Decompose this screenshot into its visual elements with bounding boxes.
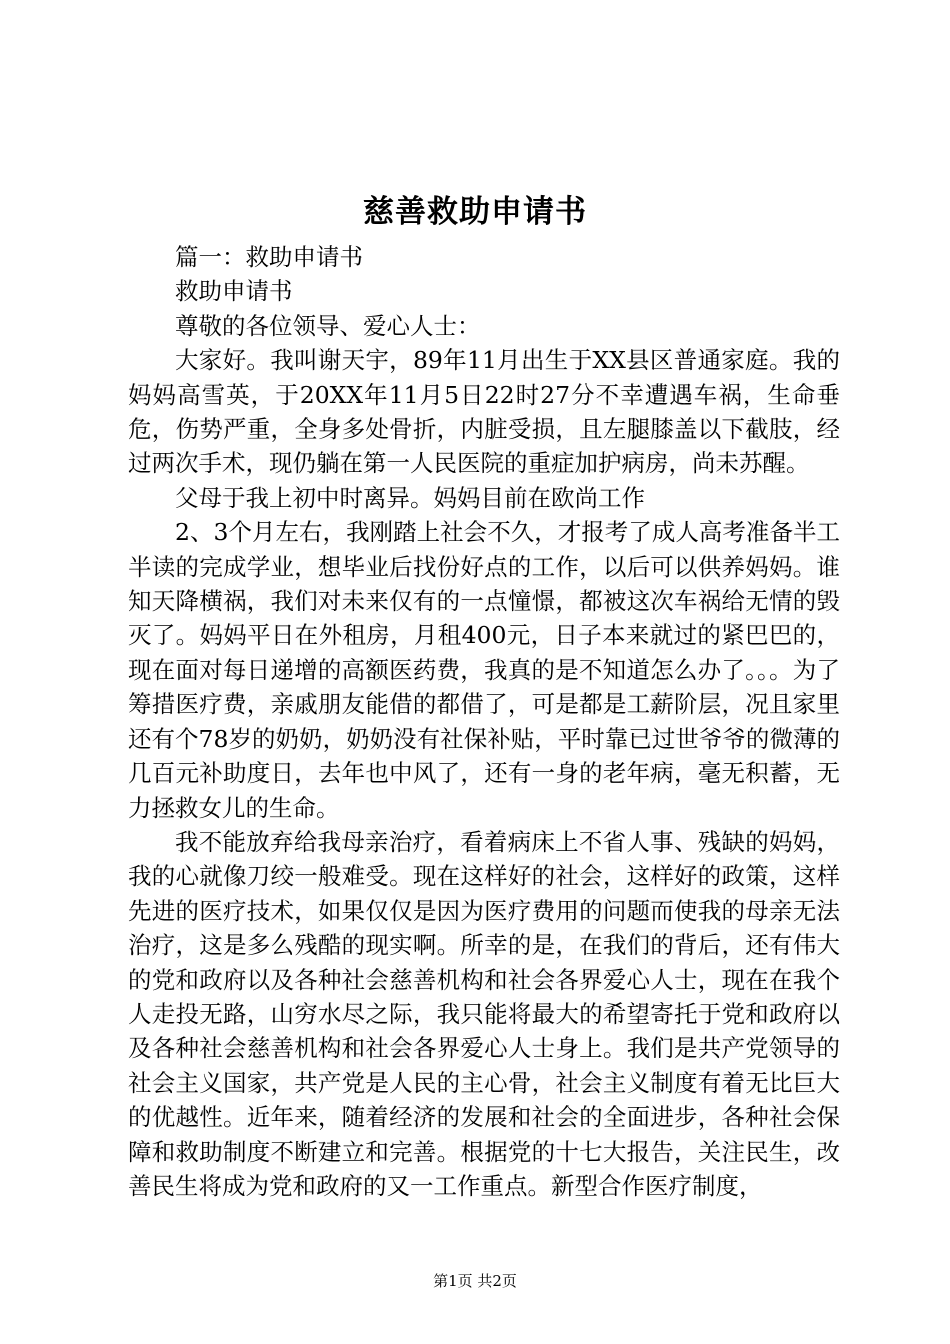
paragraph-appeal: 我不能放弃给我母亲治疗，看着病床上不省人事、残缺的妈妈，我的心就像刀绞一般难受。现在这样好的社会，这样好的政策，这样先进的医疗技术，如果仅仅是因为医疗费用的问题而使我的母亲无法治疗，这是多么残酷的现实啊。所幸的是，在我们的背后，还有伟大的党和政府以及各种社会慈善机构和社会各界爱心人士，现在在我个人走投无路，山穷水尽之际，我只能将最大的希望寄托于党和政府以及各种社会慈善机构和社会各界爱心人士身上。我们是共产党领导的社会主义国家，共产党是人民的主心骨，社会主义制度有着无比巨大的优越性。近年来，随着经济的发展和社会的全面进步，各种社会保障和救助制度不断建立和完善。根据党的十七大报告，关注民生，改善民生将成为党和政府的又一工作重点。新型合作医疗制度，: [128, 827, 840, 1200]
paragraph-salutation: 尊敬的各位领导、爱心人士：: [175, 311, 481, 340]
paragraph-hardship: 2、3个月左右，我刚踏上社会不久，才报考了成人高考准备半工半读的完成学业，想毕业后找份好点的工作，以后可以供养妈妈。谁知天降横祸，我们对未来仅有的一点憧憬，都被这次车祸给无情的毁灭了。妈妈平日在外租房，月租400元，日子本来就过的紧巴巴的，现在面对每日递增的高额医药费，我真的是不知道怎么办了。。。为了筹措医疗费，亲戚朋友能借的都借了，可是都是工薪阶层，况且家里还有个78岁的奶奶，奶奶没有社保补贴，平时靠已过世爷爷的微薄的几百元补助度日，去年也中风了，还有一身的老年病，毫无积蓄，无力拯救女儿的生命。: [128, 518, 840, 822]
document-body: [128, 240, 840, 1203]
document-title: 慈善救助申请书: [363, 194, 587, 230]
paragraph-introduction: 大家好。我叫谢天宇，89年11月出生于XX县区普通家庭。我的妈妈高雪英，于20XX年11月5日22时27分不幸遭遇车祸，生命垂危，伤势严重，全身多处骨折，内脏受损，且左腿膝盖以下截肢，经过两次手术，现仍躺在第一人民医院的重症加护病房，尚未苏醒。: [128, 346, 840, 478]
page-number-footer: 第1页 共2页: [433, 1272, 517, 1290]
paragraph-section-heading: 篇一：救助申请书: [175, 243, 363, 271]
paragraph-letter-title: 救助申请书: [175, 277, 293, 306]
paragraph-family-background: 父母于我上初中时离异。妈妈目前在欧尚工作: [175, 483, 645, 512]
